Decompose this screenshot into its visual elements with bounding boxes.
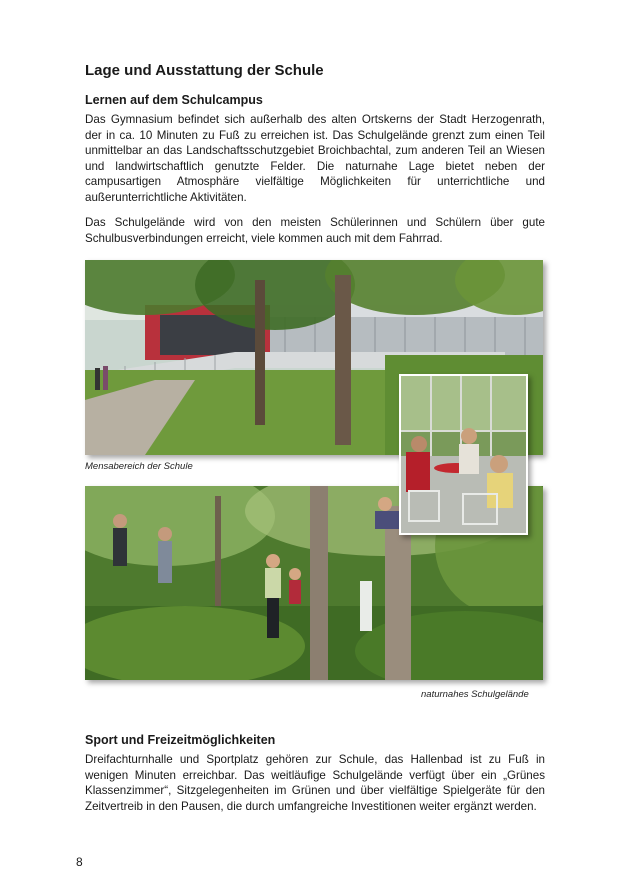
campus-heading: Lernen auf dem Schulcampus bbox=[85, 93, 263, 107]
campus-paragraph-2: Das Schulgelände wird von den meisten Schülerinnen und Schülern über gute Schulbusverbindungen erreicht, viele kommen auch mit dem Fahrrad. bbox=[85, 216, 545, 245]
sport-paragraph: Dreifachturnhalle und Sportplatz gehören zur Schule, das Hallenbad ist zu Fuß in wenigen Minuten erreichbar. Das weitläufige Schulgelände verfügt über ein „Grünes Klassenzimmer“, Sitzgelegenheiten im Grünen und über vielfältige Spielgeräte für den Zeitvertreib in den Pausen, die durch umfangreiche Investitionen weiter ergänzt werden. bbox=[85, 753, 545, 813]
nature-caption: naturnahes Schulgelände bbox=[421, 689, 529, 700]
mensa-inset-photo bbox=[399, 374, 528, 535]
page-number: 8 bbox=[76, 855, 83, 869]
section-title: Lage und Ausstattung der Schule bbox=[85, 62, 324, 79]
campus-paragraph-1: Das Gymnasium befindet sich außerhalb des alten Ortskerns der Stadt Herzogenrath, der in ca. 10 Minuten zu Fuß zu erreichen ist. Das Schulgelände grenzt zum einen Teil unmittelbar an das Landschaftsschutzgebiet Broichbachtal, zum anderen Teil an Wiesen und landwirtschaftlich genutzte Felder. Die naturnahe Lage bietet neben der campusartigen Atmosphäre vielfältige Möglichkeiten für unterrichtliche und außerunterrichtliche Aktivitäten. bbox=[85, 113, 545, 204]
sport-heading: Sport und Freizeitmöglichkeiten bbox=[85, 733, 276, 747]
mensa-caption: Mensabereich der Schule bbox=[85, 461, 193, 472]
